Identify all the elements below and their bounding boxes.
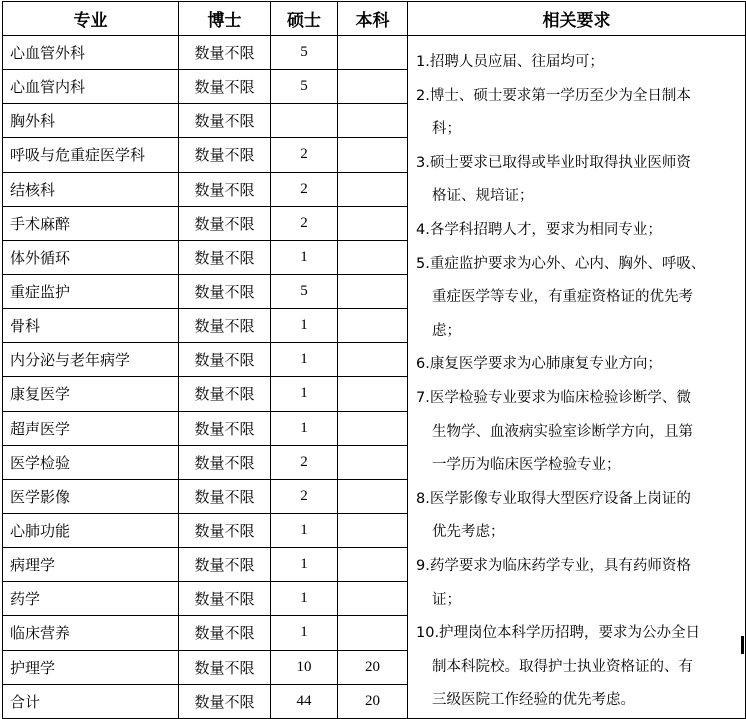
- major-cell: 康复医学: [3, 377, 179, 411]
- major-cell: 骨科: [3, 309, 179, 343]
- phd-count-cell: 数量不限: [179, 343, 271, 377]
- phd-count-cell: 数量不限: [179, 274, 271, 308]
- phd-count-cell: 数量不限: [179, 172, 271, 206]
- phd-count-cell: 数量不限: [179, 616, 271, 650]
- requirement-continuation: 格证、规培证；: [432, 188, 534, 205]
- header-bachelor: 本科: [338, 2, 408, 36]
- master-count-cell: 5: [271, 70, 338, 104]
- header-requirements: 相关要求: [408, 2, 746, 36]
- requirement-continuation: 生物学、血液病实验室诊断学方向，且第: [432, 423, 693, 440]
- phd-count-cell: 数量不限: [179, 309, 271, 343]
- major-cell: 心血管内科: [3, 70, 179, 104]
- header-row: [3, 2, 746, 36]
- phd-count-cell: 数量不限: [179, 104, 271, 138]
- master-count-cell: 1: [271, 309, 338, 343]
- master-count-cell: 44: [271, 684, 338, 718]
- edge-mark: [741, 636, 744, 654]
- bachelor-count-cell: [338, 616, 408, 650]
- bachelor-count-cell: [338, 548, 408, 582]
- phd-count-cell: 数量不限: [179, 445, 271, 479]
- requirement-line: 7.医学检验专业要求为临床检验诊断学、微: [416, 389, 691, 406]
- major-cell: 病理学: [3, 548, 179, 582]
- bachelor-count-cell: 20: [338, 650, 408, 684]
- phd-count-cell: 数量不限: [179, 513, 271, 547]
- major-cell: 心血管外科: [3, 36, 179, 70]
- master-count-cell: 1: [271, 582, 338, 616]
- header-major: 专业: [3, 2, 179, 36]
- requirement-item: [416, 348, 741, 382]
- major-cell: 结核科: [3, 172, 179, 206]
- major-cell: 超声医学: [3, 411, 179, 445]
- master-count-cell: 1: [271, 513, 338, 547]
- major-cell: 胸外科: [3, 104, 179, 138]
- requirement-item: [416, 147, 741, 214]
- requirement-line: 2.博士、硕士要求第一学历至少为全日制本: [416, 87, 691, 104]
- requirement-continuation: 一学历为临床医学检验专业；: [432, 457, 621, 474]
- requirement-item: [416, 483, 741, 550]
- phd-count-cell: 数量不限: [179, 411, 271, 445]
- master-count-cell: 5: [271, 274, 338, 308]
- requirement-item: [416, 214, 741, 248]
- requirement-item: [416, 382, 741, 483]
- major-cell: 体外循环: [3, 240, 179, 274]
- bachelor-count-cell: [338, 343, 408, 377]
- master-count-cell: [271, 104, 338, 138]
- requirements-cell: [408, 36, 746, 719]
- requirement-line: 5.重症监护要求为心外、心内、胸外、呼吸、: [416, 255, 706, 272]
- master-count-cell: 2: [271, 206, 338, 240]
- phd-count-cell: 数量不限: [179, 377, 271, 411]
- requirement-line: 1.招聘人员应届、往届均可；: [416, 54, 604, 70]
- bachelor-count-cell: [338, 479, 408, 513]
- bachelor-count-cell: [338, 274, 408, 308]
- bachelor-count-cell: [338, 104, 408, 138]
- phd-count-cell: 数量不限: [179, 206, 271, 240]
- phd-count-cell: 数量不限: [179, 70, 271, 104]
- bachelor-count-cell: [338, 206, 408, 240]
- master-count-cell: 1: [271, 616, 338, 650]
- phd-count-cell: 数量不限: [179, 582, 271, 616]
- master-count-cell: 5: [271, 36, 338, 70]
- master-count-cell: 2: [271, 445, 338, 479]
- master-count-cell: 1: [271, 377, 338, 411]
- requirement-line: 10.护理岗位本科学历招聘，要求为公办全日: [416, 625, 701, 642]
- requirement-continuation: 优先考虑；: [432, 524, 505, 541]
- major-cell: 合计: [3, 684, 179, 718]
- requirement-item: [416, 617, 741, 718]
- requirement-continuation: 三级医院工作经验的优先考虑。: [432, 692, 635, 709]
- master-count-cell: 1: [271, 240, 338, 274]
- phd-count-cell: 数量不限: [179, 36, 271, 70]
- bachelor-count-cell: [338, 513, 408, 547]
- major-cell: 药学: [3, 582, 179, 616]
- requirement-continuation: 虑；: [432, 322, 461, 339]
- requirement-continuation: 科；: [432, 121, 461, 138]
- phd-count-cell: 数量不限: [179, 240, 271, 274]
- master-count-cell: 1: [271, 343, 338, 377]
- recruitment-table: [2, 1, 746, 719]
- requirement-line: 3.硕士要求已取得或毕业时取得执业医师资: [416, 154, 691, 171]
- requirement-line: 4.各学科招聘人才，要求为相同专业；: [416, 221, 662, 238]
- requirement-continuation: 证；: [432, 591, 461, 608]
- major-cell: 呼吸与危重症医学科: [3, 138, 179, 172]
- phd-count-cell: 数量不限: [179, 138, 271, 172]
- requirement-line: 6.康复医学要求为心肺康复专业方向；: [416, 356, 662, 373]
- bachelor-count-cell: [338, 309, 408, 343]
- bachelor-count-cell: 20: [338, 684, 408, 718]
- phd-count-cell: 数量不限: [179, 684, 271, 718]
- bachelor-count-cell: [338, 445, 408, 479]
- phd-count-cell: 数量不限: [179, 548, 271, 582]
- major-cell: 重症监护: [3, 274, 179, 308]
- bachelor-count-cell: [338, 582, 408, 616]
- major-cell: 医学检验: [3, 445, 179, 479]
- table-row: [3, 36, 746, 70]
- requirement-item: [416, 550, 741, 617]
- bachelor-count-cell: [338, 377, 408, 411]
- bachelor-count-cell: [338, 36, 408, 70]
- major-cell: 手术麻醉: [3, 206, 179, 240]
- requirement-continuation: 重症医学等专业，有重症资格证的优先考: [432, 289, 693, 306]
- requirement-item: [416, 80, 741, 147]
- phd-count-cell: 数量不限: [179, 479, 271, 513]
- master-count-cell: 2: [271, 479, 338, 513]
- major-cell: 护理学: [3, 650, 179, 684]
- bachelor-count-cell: [338, 240, 408, 274]
- requirement-line: 9.药学要求为临床药学专业，具有药师资格: [416, 557, 691, 574]
- phd-count-cell: 数量不限: [179, 650, 271, 684]
- major-cell: 内分泌与老年病学: [3, 343, 179, 377]
- bachelor-count-cell: [338, 411, 408, 445]
- master-count-cell: 1: [271, 548, 338, 582]
- header-phd: 博士: [179, 2, 271, 36]
- master-count-cell: 10: [271, 650, 338, 684]
- bachelor-count-cell: [338, 70, 408, 104]
- master-count-cell: 2: [271, 138, 338, 172]
- major-cell: 心肺功能: [3, 513, 179, 547]
- header-master: 硕士: [271, 2, 338, 36]
- bachelor-count-cell: [338, 172, 408, 206]
- requirement-item: [416, 248, 741, 349]
- major-cell: 临床营养: [3, 616, 179, 650]
- master-count-cell: 2: [271, 172, 338, 206]
- master-count-cell: 1: [271, 411, 338, 445]
- requirement-item: [416, 46, 741, 80]
- major-cell: 医学影像: [3, 479, 179, 513]
- bachelor-count-cell: [338, 138, 408, 172]
- requirement-continuation: 制本科院校。取得护士执业资格证的、有: [432, 658, 693, 675]
- requirement-line: 8.医学影像专业取得大型医疗设备上岗证的: [416, 490, 691, 507]
